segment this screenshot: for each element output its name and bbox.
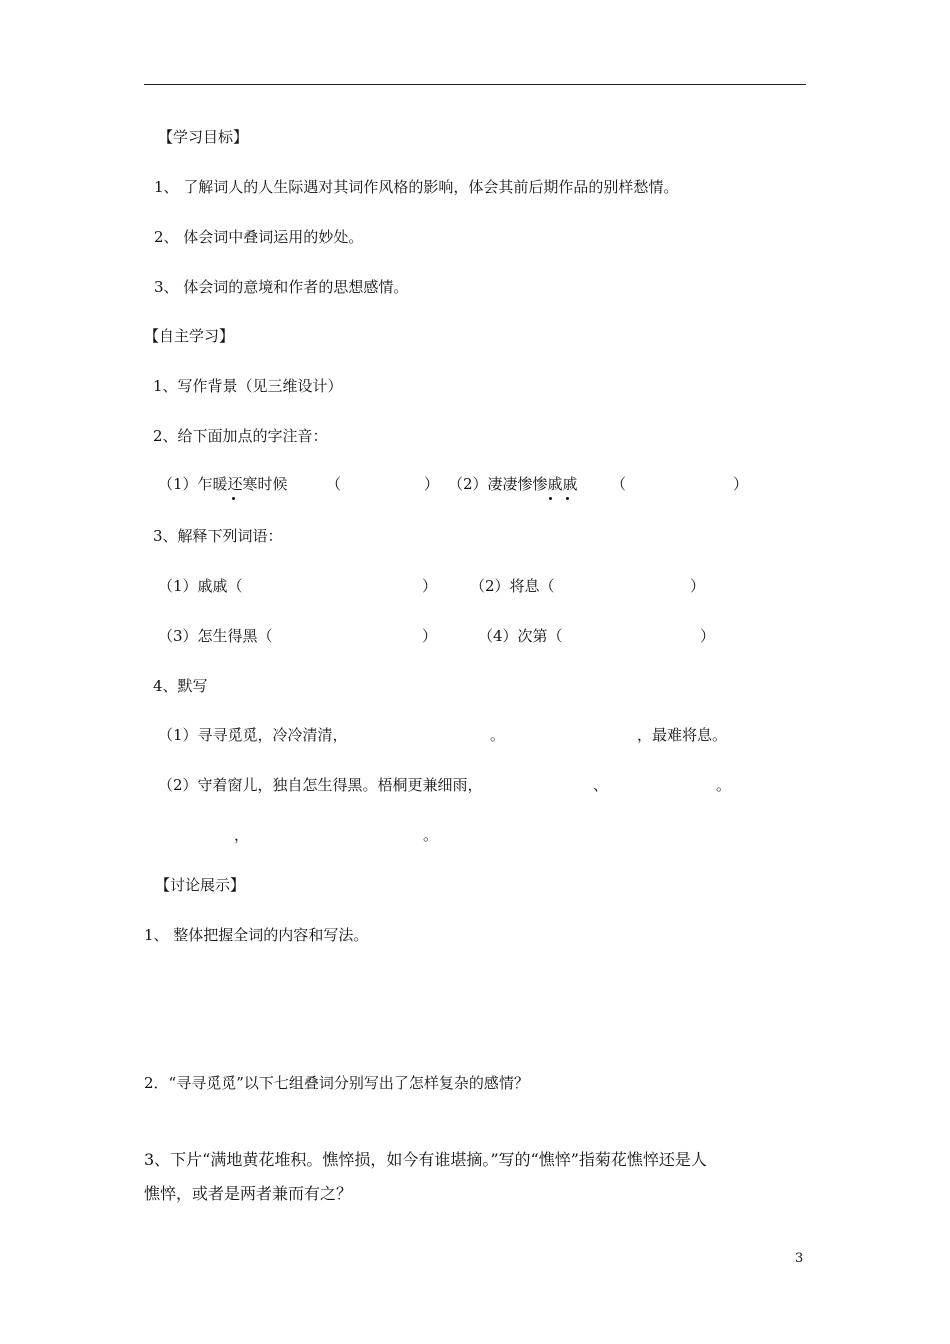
discussion-q3-line-1: 3、下片“满地黄花堆积。憔悴损，如今有谁堪摘。”写的“憔悴”指菊花憔悴还是人: [144, 1150, 707, 1169]
discussion-q3-line-2: 憔悴，或者是两者兼而有之？: [144, 1184, 353, 1203]
self-study-q4: 4、默写: [153, 677, 208, 695]
define-item-1-close: ）: [422, 577, 438, 595]
objective-item-1: 1、 了解词人的人生际遇对其词作风格的影响，体会其前后期作品的别样愁情。: [154, 178, 679, 196]
pinyin-item-1-open: （: [326, 475, 342, 493]
recite-line-2-b: 、: [593, 776, 609, 794]
pinyin-item-1-label: （1）乍暖还寒时候: [158, 475, 288, 493]
pinyin-item-2-label: （2）凄凄惨惨戚戚: [448, 475, 578, 493]
recite-line-2-a: （2）守着窗儿，独自怎生得黑。梧桐更兼细雨，: [158, 776, 483, 794]
recite-line-3-b: 。: [423, 826, 439, 844]
self-study-q1: 1、写作背景（见三维设计）: [153, 377, 343, 395]
pinyin-item-2-close: ）: [733, 475, 749, 493]
define-item-3-close: ）: [422, 627, 438, 645]
recite-line-2-c: 。: [716, 776, 732, 794]
objective-item-2: 2、 体会词中叠词运用的妙处。: [154, 228, 364, 246]
recite-line-1-b: 。: [490, 726, 506, 744]
objective-item-3: 3、 体会词的意境和作者的思想感情。: [154, 278, 409, 296]
define-item-2-close: ）: [690, 577, 706, 595]
discussion-heading: 【讨论展示】: [155, 876, 246, 894]
self-study-q2: 2、给下面加点的字注音：: [153, 427, 328, 445]
define-item-2-label: （2）将息（: [470, 577, 555, 595]
recite-line-3-a: ，: [234, 826, 250, 844]
emphasis-dot: [566, 497, 569, 500]
define-item-1-label: （1）戚戚（: [158, 577, 243, 595]
self-study-q3: 3、解释下列词语：: [153, 527, 283, 545]
recite-line-1-c: ，最难将息。: [637, 726, 728, 744]
define-item-3-label: （3）怎生得黑（: [158, 627, 273, 645]
define-item-4-label: （4）次第（: [478, 627, 563, 645]
objectives-heading: 【学习目标】: [158, 128, 249, 146]
header-rule: [144, 84, 806, 85]
emphasis-dot: [549, 497, 552, 500]
define-item-4-close: ）: [700, 627, 716, 645]
page-number: 3: [795, 1251, 804, 1266]
pinyin-item-1-close: ）: [424, 475, 440, 493]
pinyin-item-2-open: （: [611, 475, 627, 493]
emphasis-dot: [232, 497, 235, 500]
recite-line-1-a: （1）寻寻觅觅，冷冷清清，: [158, 726, 348, 744]
discussion-q2: 2．“寻寻觅觅”以下七组叠词分别写出了怎样复杂的感情？: [144, 1074, 529, 1092]
discussion-q1: 1、 整体把握全词的内容和写法。: [144, 926, 369, 944]
self-study-heading: 【自主学习】: [144, 327, 235, 345]
